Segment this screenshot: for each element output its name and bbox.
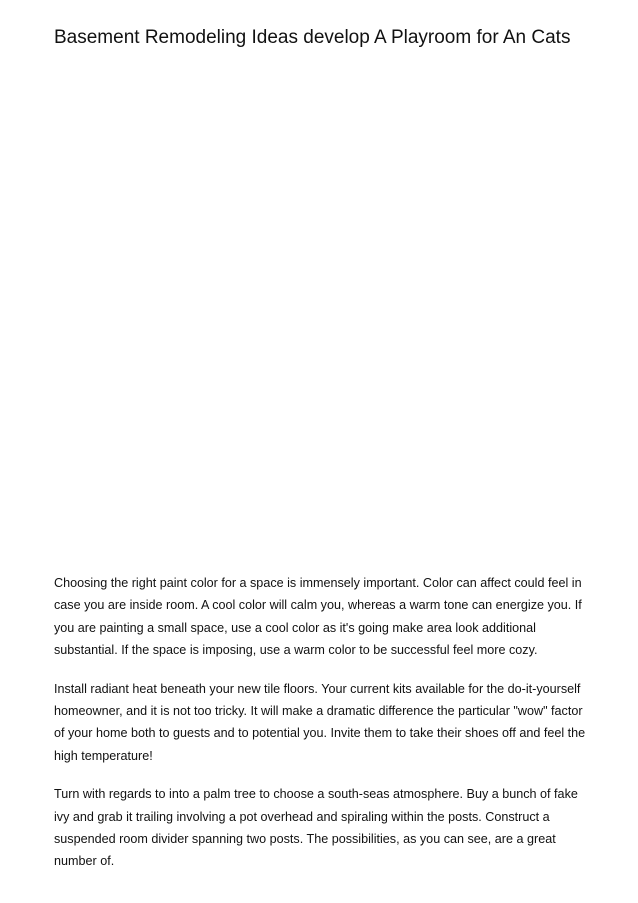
blank-image-area [54,70,584,560]
paragraph-1: Choosing the right paint color for a space is immensely important. Color can affect could feel in case you are inside room. A cool color will calm you, whereas a warm tone can energize you. If you are painting a small space, use a cool color as it's going make area look additional substantial. If the space is imposing, use a warm color to be successful feel more cozy. [54,576,582,658]
paragraph-3: Turn with regards to into a palm tree to choose a south-seas atmosphere. Buy a bunch of fake ivy and grab it trailing involving a pot overhead and spiraling within the posts. Construct a suspended room divider spanning two posts. The possibilities, as you can see, are a great number of. [54,787,578,869]
document-title: Basement Remodeling Ideas develop A Playroom for An Cats [54,27,571,48]
document-body [54,572,586,889]
paragraph-2: Install radiant heat beneath your new tile floors. Your current kits available for the do-it-yourself homeowner, and it is not too tricky. It will make a dramatic difference the particular "wow" factor of your home both to guests and to potential you. Invite them to take their shoes off and feel the high temperature! [54,681,586,763]
